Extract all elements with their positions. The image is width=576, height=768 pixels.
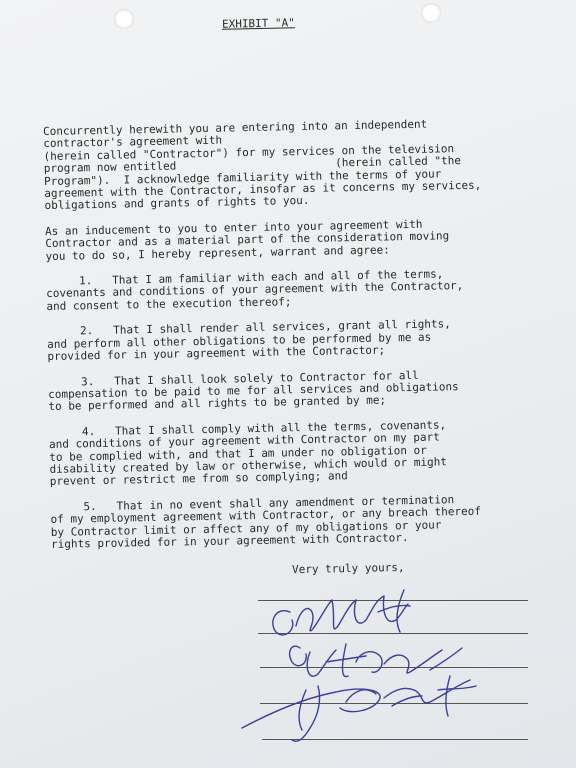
signature-3	[242, 676, 476, 741]
signature-2	[290, 644, 462, 677]
clause-4: 4. That I shall comply with all the terms, covenants, and conditions of your agreement with Contractor on my part to be complied with, and that I am under no obligation or disability created by law or otherwise, which would or might prevent or restrict me from so complying; and	[48, 418, 448, 489]
clause-3: 3. That I shall look solely to Contractor for all compensation to be paid to me for all services and obligations to be performed and all rights to be granted by me;	[47, 368, 459, 414]
paragraph-intro: Concurrently herewith you are entering into an independent contractor's agreement with (herein called "Contractor") for my services on the television program now entitled (herein called "the Program"). I acknowledge familiarity with the terms of your agreement with the Contractor, insofar as it concerns my services, obligations and grants of rights to you.	[42, 117, 482, 213]
closing-salutation: Very truly yours,	[291, 560, 405, 577]
paragraph-inducement: As an inducement to you to enter into your agreement with Contractor and as a material part of the consideration moving you to do so, I hereby represent, warrant and agree:	[44, 217, 450, 263]
signature-1	[273, 590, 410, 635]
clause-1: 1. That I am familiar with each and all of the terms, covenants and conditions of your agreement with the Contractor, and consent to the execution thereof;	[45, 267, 464, 313]
clause-5: 5. That in no event shall any amendment or termination of my employment agreement with Contractor, or any breach thereof by Contractor limit or affect any of my obligations or your rights provided for in your agreement with Contractor.	[50, 492, 482, 551]
exhibit-title: EXHIBIT "A"	[221, 16, 295, 31]
clause-2: 2. That I shall render all services, grant all rights, and perform all other obligations to be performed by me as provided for in your agreement with the Contractor;	[46, 317, 451, 364]
